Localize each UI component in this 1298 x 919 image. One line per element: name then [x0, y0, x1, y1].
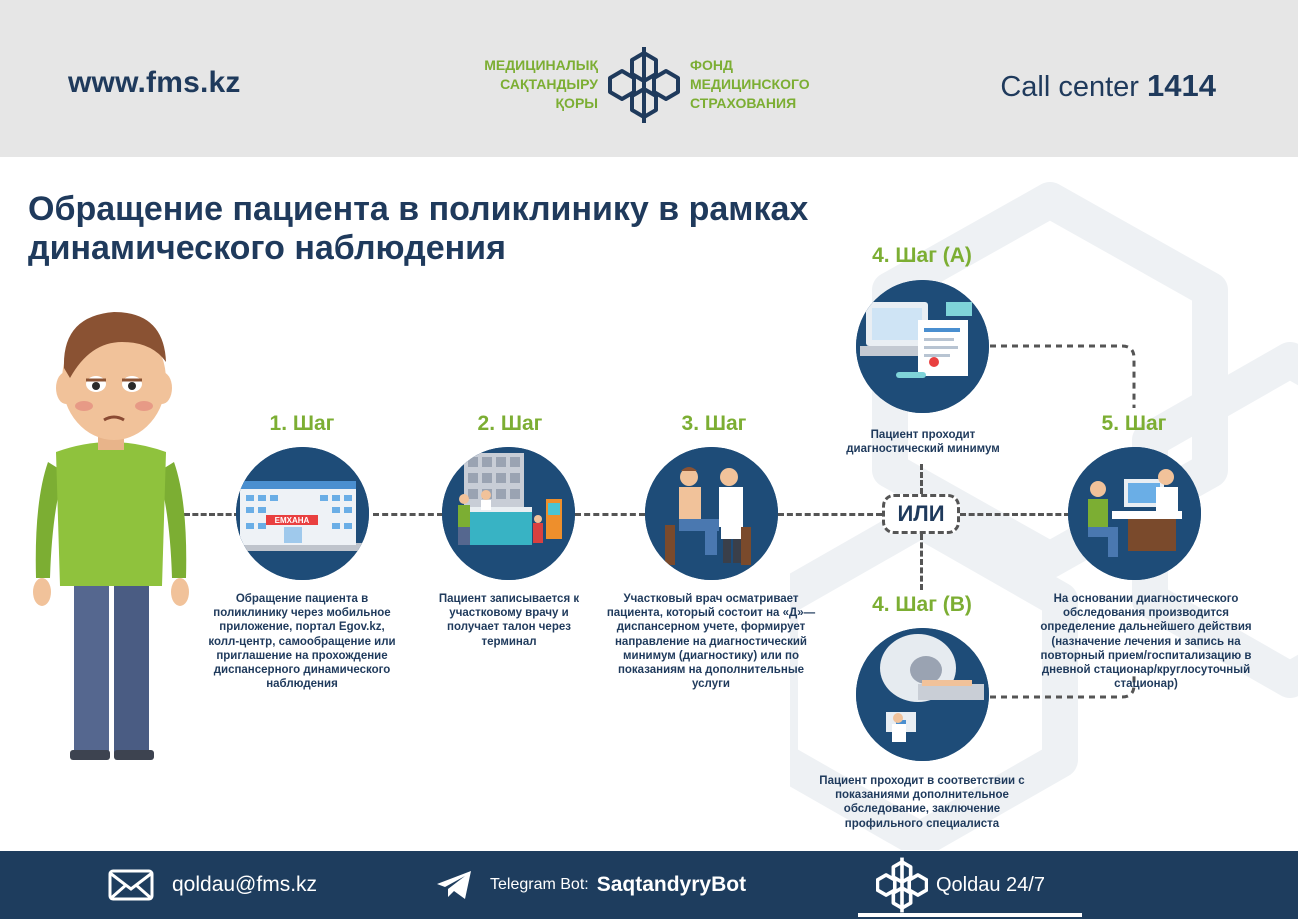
telegram-icon [436, 870, 472, 900]
connector-line [575, 513, 645, 516]
step4b-mri-icon [856, 628, 989, 761]
step3-title: 3. Шаг [681, 412, 747, 435]
logo-text-ru [690, 56, 850, 113]
step4a-diagnostics-icon [856, 280, 989, 413]
logo-ru-line: СТРАХОВАНИЯ [690, 95, 797, 111]
step3-caption: Участковый врач осматривает пациента, который состоит на «Д»—диспансерном учете, формирует направление на диагностический минимум (диагностику) или по показаниям на дополнительные услуги [606, 593, 816, 691]
footer-underline [858, 913, 1082, 917]
step2-title: 2. Шаг [477, 412, 543, 435]
step5-consultation-icon [1068, 447, 1201, 580]
step4b-caption: Пациент проходит в соответствии с показаниями дополнительное обследование, заключение профильного специалиста [819, 775, 1025, 830]
connector-line [920, 464, 923, 494]
footer-email[interactable] [108, 851, 317, 919]
footer-telegram[interactable] [436, 851, 746, 919]
logo-kz-line: ҚОРЫ [555, 95, 598, 111]
step5-caption: На основании диагностического обследования производится определение дальнейшего действия (назначение лечения и запись на повторный прием/госпитализацию в дневной стационар/круглосуточный стационар) [1040, 593, 1252, 691]
email-text: qoldau@fms.kz [172, 873, 318, 896]
logo-ru-line: МЕДИЦИНСКОГО [690, 76, 810, 92]
step2-registration-icon [442, 447, 575, 580]
clinic-sign: ЕМХАНА [274, 516, 310, 525]
logo-text-kz [440, 56, 598, 113]
page-title: Обращение пациента в поликлинику в рамках динамического наблюдения [28, 190, 809, 267]
step1-title: 1. Шаг [269, 412, 335, 435]
logo-kz-line: САҚТАНДЫРУ [500, 76, 598, 92]
footer-qoldau[interactable] [876, 851, 1045, 919]
site-url[interactable]: www.fms.kz [68, 66, 241, 99]
qoldau-text: Qoldau 24/7 [936, 873, 1045, 896]
header [0, 0, 1298, 157]
logo-ru-line: ФОНД [690, 57, 733, 73]
step4a-title: 4. Шаг (A) [872, 244, 972, 267]
step1-clinic-icon [236, 447, 369, 580]
step4a-caption: Пациент проходит диагностический минимум [846, 429, 1000, 456]
step4b-title: 4. Шаг (B) [872, 593, 972, 616]
step3-doctor-icon [645, 447, 778, 580]
connector-line [960, 513, 1070, 516]
connector-line [920, 534, 923, 590]
mail-icon [108, 869, 154, 901]
connector-line [373, 513, 443, 516]
call-center[interactable] [1000, 68, 1216, 104]
step2-caption: Пациент записывается к участковому врачу и получает талон через терминал [438, 593, 580, 648]
patient-illustration [26, 302, 196, 782]
telegram-label: Telegram Bot: [490, 876, 589, 893]
logo-kz-line: МЕДИЦИНАЛЫҚ [484, 57, 598, 73]
or-label: ИЛИ [882, 494, 960, 534]
call-center-label: Call center [1000, 71, 1139, 103]
call-center-number: 1414 [1147, 68, 1216, 103]
connector-line [778, 513, 882, 516]
telegram-bot-name: SaqtandyryBot [596, 873, 747, 896]
step1-caption: Обращение пациента в поликлинику через мобильное приложение, портал Egov.kz, колл-центр, самообращение или приглашение на прохождение диспансерного динамического наблюдения [208, 593, 396, 691]
logo-icon [608, 47, 680, 123]
step5-title: 5. Шаг [1101, 412, 1167, 435]
footer [0, 851, 1298, 919]
qoldau-logo-icon [876, 857, 928, 913]
